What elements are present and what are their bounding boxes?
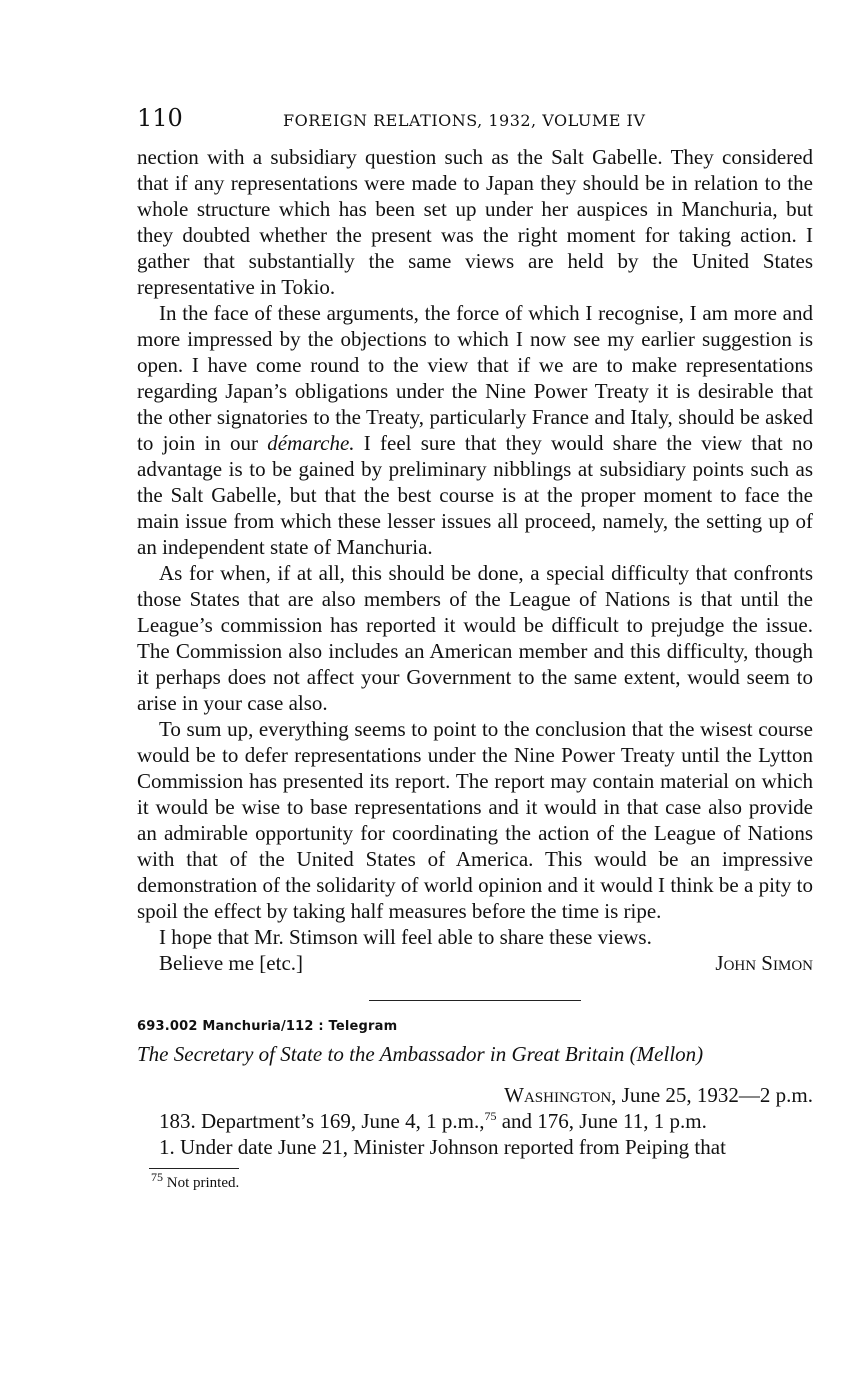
- file-reference: 693.002 Manchuria/112 : Telegram: [137, 1019, 398, 1034]
- footnote-text: Not printed.: [166, 1175, 240, 1191]
- footnote-marker: 75: [151, 1170, 163, 1184]
- telegram-paragraph-1-cont: and 176, June 11, 1 p.m.: [496, 1109, 707, 1133]
- footnote-ref: 75: [484, 1109, 497, 1123]
- dateline: [137, 1083, 813, 1108]
- document-page: [137, 104, 813, 1192]
- paragraph-2-text: In the face of these arguments, the force of which I recognise, I am more and more impressed by the objections to which I now see my earlier suggestion is open. I have come round to the view that if we are to make representations regarding Japan’s obligations under the Nine Power Treaty it is desirable that the other signatories to the Treaty, particularly France and Italy, should be asked to join in our: [137, 301, 813, 455]
- document-title: The Secretary of State to the Ambassador in Great Britain (Mellon): [137, 1042, 704, 1066]
- footnote-divider: [149, 1168, 239, 1169]
- paragraph-2: [137, 300, 813, 560]
- dateline-date: , June 25, 1932—2 p.m.: [611, 1083, 813, 1107]
- footnote: [151, 1170, 813, 1192]
- closing-line: [137, 950, 813, 976]
- paragraph-4: To sum up, everything seems to point to the conclusion that the wisest course would be to defer representations under the Nine Power Treaty until the Lytton Commission has presented its report. The report may contain material on which it would be wise to base representations and it would in that case also provide an admirable opportunity for coordinating the action of the League of Nations with that of the United States of America. This would be an impressive demonstration of the solidarity of world opinion and it would I think be a pity to spoil the effect by taking half measures before the time is ripe.: [137, 717, 813, 923]
- section-divider: [369, 1000, 581, 1001]
- paragraph-2-text-cont: I feel sure that they would share the view that no advantage is to be gained by preliminary nibblings at subsidiary points such as the Salt Gabelle, but that the best course is at the proper moment to face the main issue from which these lesser issues all proceed, namely, the setting up of an independent state of Manchuria.: [137, 431, 813, 559]
- running-head: FOREIGN RELATIONS, 1932, VOLUME IV: [283, 111, 646, 130]
- telegram-paragraph-2: 1. Under date June 21, Minister Johnson reported from Peiping that: [159, 1135, 726, 1159]
- dateline-place: Washington: [504, 1083, 612, 1107]
- closing: Believe me [etc.]: [159, 951, 304, 975]
- paragraph-5: I hope that Mr. Stimson will feel able to share these views.: [159, 925, 652, 949]
- paragraph-1: nection with a subsidiary question such as the Salt Gabelle. They considered that if any representations were made to Japan they should be in relation to the whole structure which has been set up under her auspices in Manchuria, but they doubted whether the present was the right moment for taking action. I gather that substantially the same views are held by the United States representative in Tokio.: [137, 145, 813, 299]
- page-header: [137, 104, 813, 144]
- page-number: 110: [137, 104, 183, 132]
- demarche-italic: démarche.: [267, 431, 355, 455]
- telegram-paragraph-1-text: 183. Department’s 169, June 4, 1 p.m.,: [159, 1109, 485, 1133]
- signature: John Simon: [715, 951, 813, 975]
- telegram-paragraph-1: [137, 1108, 813, 1134]
- paragraph-3: As for when, if at all, this should be done, a special difficulty that confronts those States that are also members of the League of Nations is that until the League’s commission has reported it would be difficult to prejudge the issue. The Commission also includes an American member and this difficulty, though it perhaps does not affect your Government to the same extent, would seem to arise in your case also.: [137, 561, 813, 715]
